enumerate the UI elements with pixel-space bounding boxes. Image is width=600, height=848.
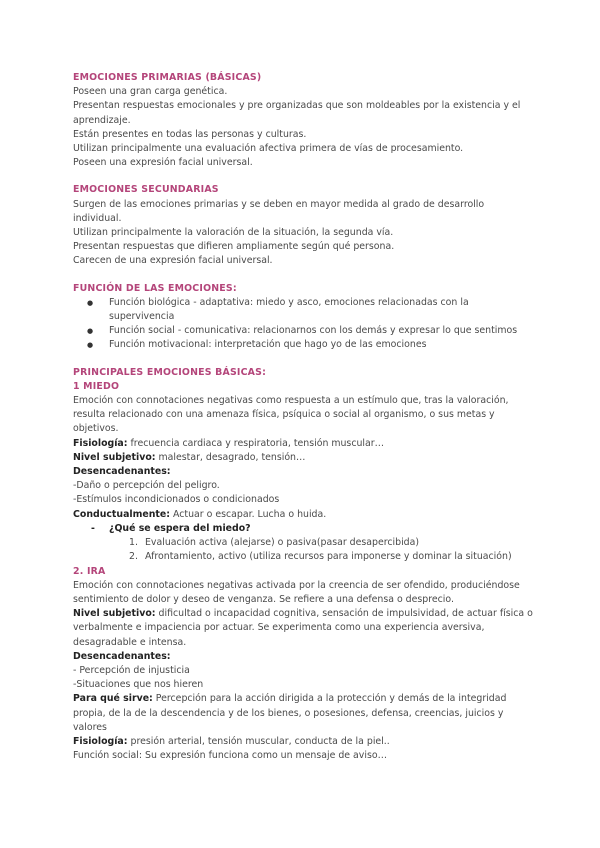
list-number: 1. — [129, 537, 138, 549]
text-line: Poseen una gran carga genética. — [73, 86, 228, 98]
section-title-principales: PRINCIPALES EMOCIONES BÁSICAS: — [73, 366, 267, 378]
list-number: 2. — [129, 551, 138, 563]
text-line: Poseen una expresión facial universal. — [73, 157, 253, 169]
label: Nivel subjetivo: — [73, 451, 156, 463]
ira-fisiologia — [73, 735, 533, 749]
miedo-description: Emoción con connotaciones negativas como respuesta a un estímulo que, tras la valoración, resulta relacionado con una amenaza física, psíquica o social al organismo, o sus metas y objetivos. — [73, 395, 509, 435]
section-title-secundarias: EMOCIONES SECUNDARIAS — [73, 184, 219, 196]
value: Percepción para la acción dirigida a la protección y demás de la integridad propia, de la de la descendencia y de los bienes, o posesiones, defensa, creencias, juicios y valores — [73, 693, 507, 733]
text-line: Presentan respuestas emocionales y pre organizadas que son moldeables por la existencia y el aprendizaje. — [73, 100, 521, 126]
document-page — [73, 71, 533, 763]
miedo-fisiologia — [73, 437, 533, 451]
text-line: - Percepción de injusticia — [73, 664, 190, 676]
miedo-desencadenantes-label: Desencadenantes: — [73, 466, 171, 478]
list-text: Afrontamiento, activo (utiliza recursos para imponerse y dominar la situación) — [145, 551, 512, 563]
label: Conductualmente: — [73, 508, 171, 520]
label: Para qué sirve: — [73, 693, 153, 705]
text-line: -Estímulos incondicionados o condicionados — [73, 494, 280, 506]
value: Actuar o escapar. Lucha o huida. — [170, 508, 327, 520]
list-item: ● Función biológica - adaptativa: miedo y asco, emociones relacionadas con la supervivencia — [73, 296, 533, 324]
ira-para-que-sirve — [73, 692, 533, 735]
text-line: -Daño o percepción del peligro. — [73, 480, 220, 492]
text-line: Utilizan principalmente la valoración de la situación, la segunda vía. — [73, 227, 394, 239]
list-item: ● Función social - comunicativa: relacionarnos con los demás y expresar lo que sentimos — [73, 324, 533, 338]
value: dificultad o incapacidad cognitiva, sensación de impulsividad, de actuar física o verbalmente e impaciencia por actuar. Se experimenta como una experiencia aversiva, desagradable e intensa. — [73, 608, 533, 648]
section-title-primarias: EMOCIONES PRIMARIAS (BÁSICAS) — [73, 72, 262, 83]
label: Fisiología: — [73, 437, 128, 449]
miedo-question — [73, 522, 533, 536]
subsection-title-ira: 2. IRA — [73, 565, 106, 577]
funcion-list — [73, 296, 533, 353]
label: Fisiología: — [73, 735, 128, 747]
question-text: ¿Qué se espera del miedo? — [109, 522, 251, 534]
text-line: Utilizan principalmente una evaluación afectiva primera de vías de procesamiento. — [73, 143, 464, 155]
text-line: Están presentes en todas las personas y culturas. — [73, 128, 307, 140]
miedo-conductualmente — [73, 508, 533, 522]
section-title-funcion: FUNCIÓN DE LAS EMOCIONES: — [73, 282, 237, 294]
list-item — [73, 536, 533, 550]
miedo-question-list — [73, 536, 533, 564]
ira-description: Emoción con connotaciones negativas activada por la creencia de ser ofendido, produciéndose sentimiento de dolor y deseo de venganza. Se refiere a una defensa o desprecio. — [73, 579, 520, 605]
ira-funcion-social: Función social: Su expresión funciona como un mensaje de aviso… — [73, 750, 387, 762]
value: presión arterial, tensión muscular, conducta de la piel.. — [127, 735, 390, 747]
value: frecuencia cardiaca y respiratoria, tensión muscular… — [127, 437, 384, 449]
text-line: -Situaciones que nos hieren — [73, 679, 204, 691]
ira-nivel-subjetivo — [73, 607, 533, 650]
subsection-title-miedo: 1 MIEDO — [73, 380, 120, 392]
list-item — [73, 550, 533, 564]
list-item: ● Función motivacional: interpretación que hago yo de las emociones — [73, 338, 533, 352]
text-line: Surgen de las emociones primarias y se deben en mayor medida al grado de desarrollo individual. — [73, 198, 485, 224]
dash-marker: - — [91, 522, 95, 534]
text-line: Presentan respuestas que difieren ampliamente según qué persona. — [73, 241, 395, 253]
value: malestar, desagrado, tensión… — [155, 451, 306, 463]
ira-desencadenantes-label: Desencadenantes: — [73, 650, 171, 662]
text-line: Carecen de una expresión facial universal. — [73, 255, 273, 267]
label: Nivel subjetivo: — [73, 608, 156, 620]
list-text: Evaluación activa (alejarse) o pasiva(pasar desapercibida) — [145, 537, 420, 549]
miedo-nivel-subjetivo — [73, 451, 533, 465]
